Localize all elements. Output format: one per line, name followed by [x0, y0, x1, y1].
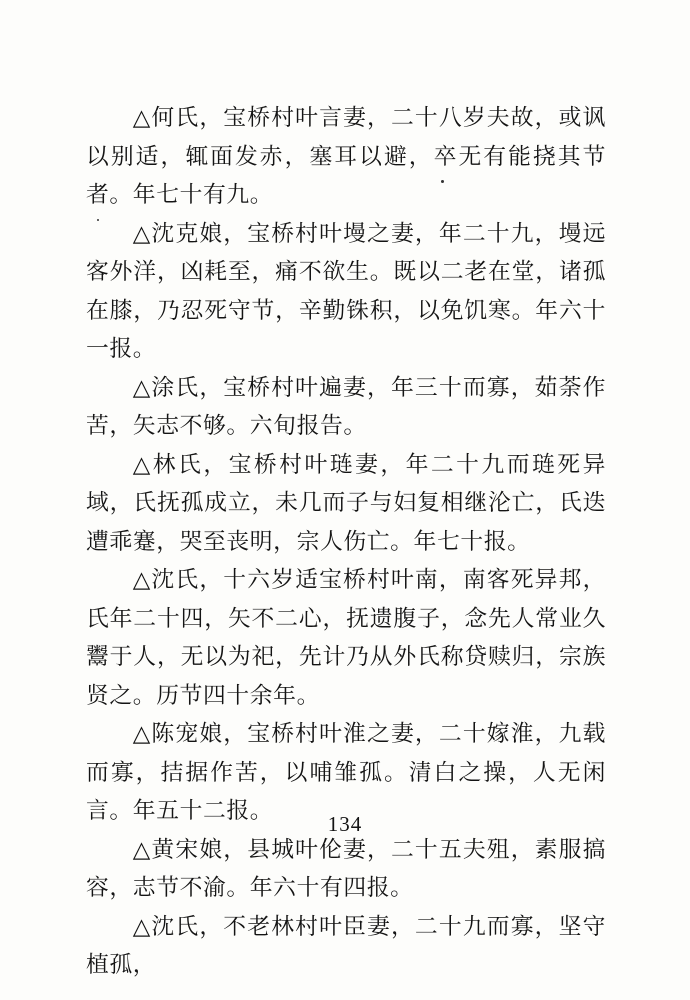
entry-shen-shi-ye-nan: △沈氏，十六岁适宝桥村叶南，南客死异邦，氏年二十四，矢不二心，抚遗腹子，念先人常业久鬻于人，无以为祀，先计乃从外氏称贷赎归，宗族贤之。历节四十余年。: [86, 567, 606, 709]
scan-speck: [97, 219, 99, 221]
entry-shen-ke-niang: △沈克娘，宝桥村叶墁之妻，年二十九，墁远客外洋，凶耗至，痛不欲生。既以二老在堂，诸孤在膝，乃忍死守节，辛勤铢积，以免饥寒。年六十一报。: [86, 220, 606, 362]
entry-he-shi: △何氏，宝桥村叶言妻，二十八岁夫故，或讽以别适，辄面发赤，塞耳以避，卒无有能挠其节者。年七十有九。: [86, 105, 606, 208]
entry-chen-chong-niang: △陈宠娘，宝桥村叶淮之妻，二十嫁淮，九载而寡，拮据作苦，以哺雏孤。清白之操，人无闲言。年五十二报。: [86, 721, 606, 824]
entry-tu-shi: △涂氏，宝桥村叶遍妻，年三十而寡，茹荼作苦，矢志不够。六旬报告。: [86, 374, 606, 439]
entry-shen-shi-ye-chen: △沈氏，不老林村叶臣妻，二十九而寡，坚守植孤，: [86, 913, 606, 978]
body-text: [86, 99, 606, 985]
page-number: 134: [327, 812, 363, 836]
entry-lin-shi: △林氏，宝桥村叶琏妻，年二十九而琏死异域，氏抚孤成立，未几而子与妇复相继沦亡，氏迭遭乖蹇，哭至丧明，宗人伤亡。年七十报。: [86, 451, 606, 555]
entry-huang-song-niang: △黄宋娘，县城叶伦妻，二十五夫殂，素服搞容，志节不渝。年六十有四报。: [86, 836, 606, 901]
scan-speck: [441, 180, 444, 183]
